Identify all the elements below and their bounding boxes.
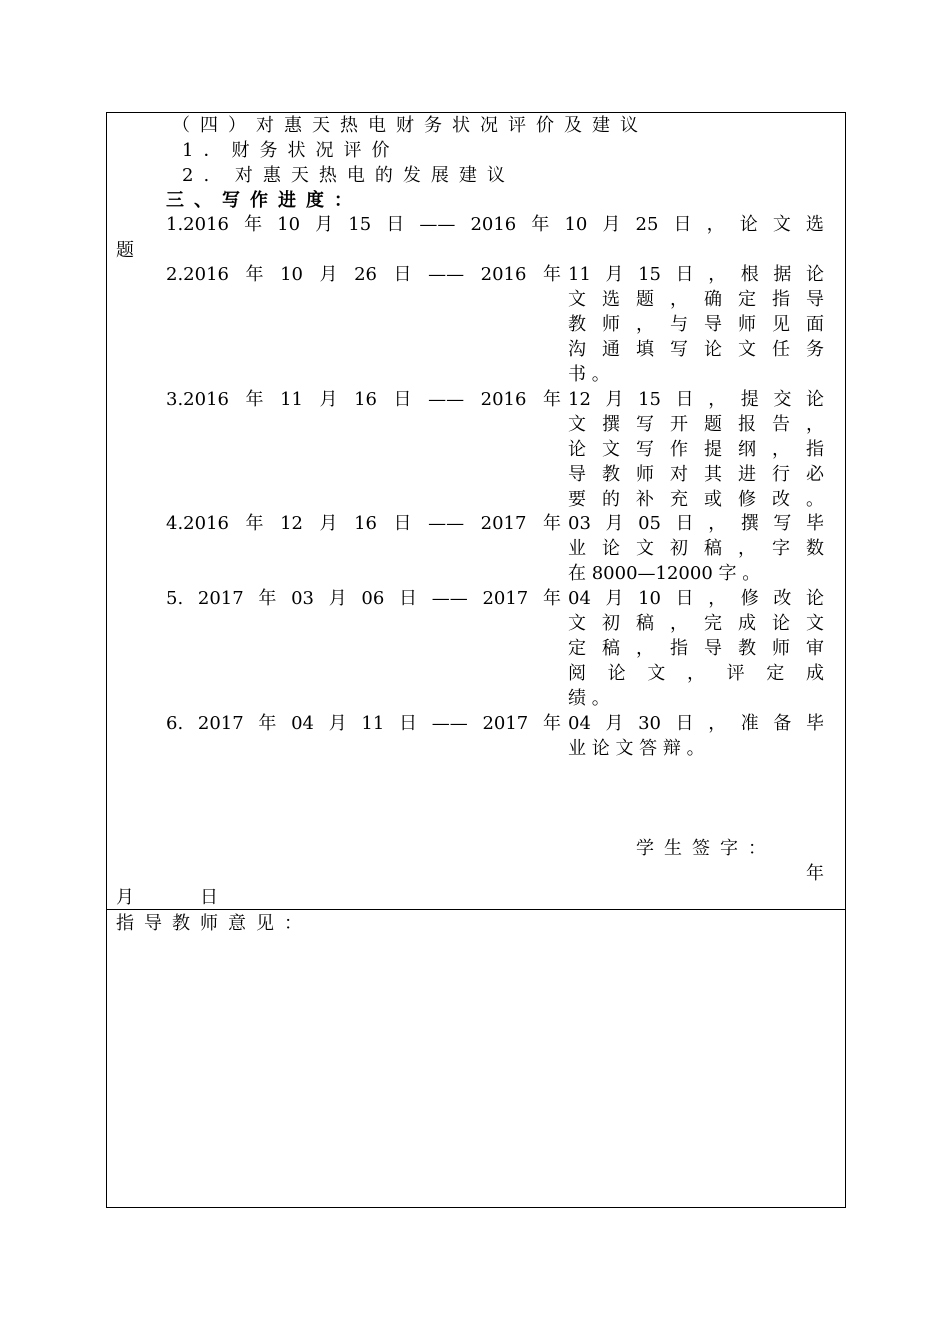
schedule-item-5-line-2: 文 初 稿 ， 完 成 论 文 (568, 613, 824, 634)
schedule-item-3-line-5: 要 的 补 充 或 修 改 。 (568, 489, 824, 510)
section4-heading: （四）对惠天热电财务状况评价及建议 (172, 115, 648, 136)
schedule-item-2-line-2: 文 选 题 ， 确 定 指 导 (568, 289, 824, 310)
schedule-item-2-left: 2.2016 年 10 月 26 日 —— 2016 年 (166, 264, 561, 285)
schedule-item-4-line-2: 业 论 文 初 稿 ， 字 数 (568, 538, 824, 559)
schedule-item-4-left: 4.2016 年 12 月 16 日 —— 2017 年 (166, 513, 561, 534)
section4-item1: 1．财务状况评价 (182, 140, 400, 161)
signature-month: 月 (116, 887, 134, 908)
schedule-item-1: 1.2016 年 10 月 15 日 —— 2016 年 10 月 25 日 ， 论 文 选 (166, 214, 824, 235)
schedule-item-6-line-1: 04 月 30 日 ， 准 备 毕 (568, 713, 824, 734)
schedule-item-3-line-1: 12 月 15 日 ， 提 交 论 (568, 389, 824, 410)
schedule-item-2-line-1: 11 月 15 日 ， 根 据 论 (568, 264, 824, 285)
schedule-item-2-line-3: 教 师 ， 与 导 师 见 面 (568, 314, 824, 335)
schedule-item-5-line-5: 绩 。 (568, 688, 610, 709)
schedule-item-5-line-4: 阅 论 文 ， 评 定 成 (568, 663, 824, 684)
schedule-item-5-line-1: 04 月 10 日 ， 修 改 论 (568, 588, 824, 609)
schedule-item-2-line-5: 书 。 (568, 364, 610, 385)
advisor-opinion-label: 指导教师意见： (116, 913, 312, 934)
schedule-item-4-line-1: 03 月 05 日 ， 撰 写 毕 (568, 513, 824, 534)
schedule-item-1-wrap: 题 (116, 240, 134, 261)
student-signature-label: 学生签字： (636, 838, 776, 859)
schedule-item-3-line-2: 文 撰 写 开 题 报 告 ， (568, 414, 824, 435)
section3-heading: 三、写作进度： (166, 190, 362, 211)
schedule-item-5-left: 5. 2017 年 03 月 06 日 —— 2017 年 (166, 588, 561, 609)
schedule-item-5-line-3: 定 稿 ， 指 导 教 师 审 (568, 638, 824, 659)
schedule-item-3-left: 3.2016 年 11 月 16 日 —— 2016 年 (166, 389, 561, 410)
section4-item2: 2. 对惠天热电的发展建议 (182, 165, 515, 186)
schedule-item-3-line-3: 论 文 写 作 提 纲 ， 指 (568, 439, 824, 460)
signature-year: 年 (806, 863, 824, 884)
schedule-item-6-left: 6. 2017 年 04 月 11 日 —— 2017 年 (166, 713, 561, 734)
schedule-item-4-line-3: 在 8000—12000 字 。 (568, 563, 761, 584)
schedule-item-6-line-2: 业 论 文 答 辩 。 (568, 738, 705, 759)
signature-day: 日 (200, 887, 218, 908)
schedule-item-2-line-4: 沟 通 填 写 论 文 任 务 (568, 339, 824, 360)
schedule-item-3-line-4: 导 教 师 对 其 进 行 必 (568, 464, 824, 485)
